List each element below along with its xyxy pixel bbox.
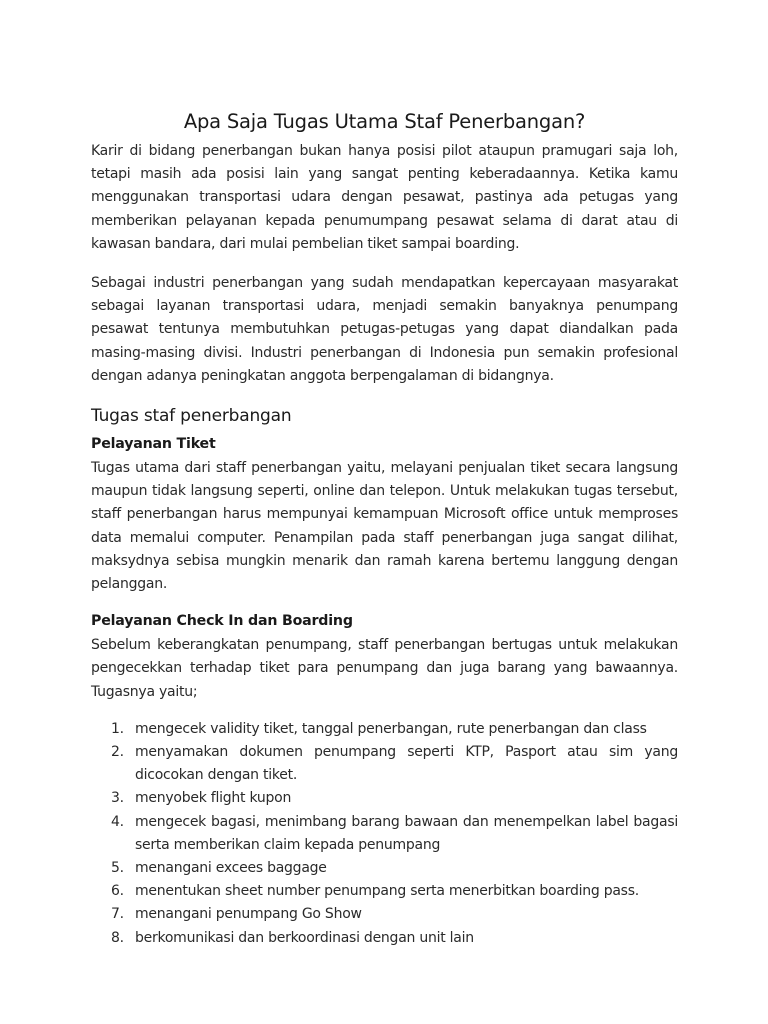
intro-paragraph-2: Sebagai industri penerbangan yang sudah mendapatkan kepercayaan masyarakat sebagai layanan transportasi udara, menjadi semakin banyaknya penumpang pesawat tentunya membutuhkan petugas-petugas yang dapat diandalkan pada masing-masing divisi. Industri penerbangan di Indonesia pun semakin profesional dengan adanya peningkatan anggota berpengalaman di bidangnya. (91, 275, 678, 384)
list-number: 1. (111, 720, 124, 737)
list-item (91, 811, 678, 857)
list-text: menangani excees baggage (135, 860, 327, 877)
check-in-paragraph: Sebelum keberangkatan penumpang, staff penerbangan bertugas untuk melakukan pengecekkan terhadap tiket para penumpang dan juga barang yang bawaannya. Tugasnya yaitu; (91, 637, 678, 700)
list-item (91, 927, 678, 950)
tasks-list (91, 718, 678, 950)
list-text: mengecek bagasi, menimbang barang bawaan dan menempelkan label bagasi serta memberikan claim kepada penumpang (135, 813, 678, 853)
subheading-pelayanan-tiket: Pelayanan Tiket (91, 436, 216, 453)
list-number: 5. (111, 860, 124, 877)
list-item (91, 880, 678, 903)
list-text: mengecek validity tiket, tanggal penerbangan, rute penerbangan dan class (135, 720, 647, 737)
subheading-check-in-boarding: Pelayanan Check In dan Boarding (91, 613, 353, 630)
list-number: 6. (111, 883, 124, 900)
list-text: menangani penumpang Go Show (135, 906, 362, 923)
list-number: 2. (111, 744, 124, 761)
list-text: berkomunikasi dan berkoordinasi dengan unit lain (135, 929, 474, 946)
section-heading: Tugas staf penerbangan (91, 406, 292, 427)
list-number: 8. (111, 929, 124, 946)
list-item (91, 787, 678, 810)
list-item (91, 903, 678, 926)
list-item (91, 741, 678, 787)
list-item (91, 718, 678, 741)
list-text: menentukan sheet number penumpang serta menerbitkan boarding pass. (135, 883, 639, 900)
intro-paragraph-1: Karir di bidang penerbangan bukan hanya posisi pilot ataupun pramugari saja loh, tetapi masih ada posisi lain yang sangat penting keberadaannya. Ketika kamu menggunakan transportasi udara dengan pesawat, pastinya ada petugas yang memberikan pelayanan kepada penumumpang pesawat selama di darat atau di kawasan bandara, dari mulai pembelian tiket sampai boarding. (91, 143, 678, 252)
page-title: Apa Saja Tugas Utama Staf Penerbangan? (183, 110, 586, 133)
list-number: 4. (111, 813, 124, 830)
list-text: menyamakan dokumen penumpang seperti KTP, Pasport atau sim yang dicocokan dengan tiket. (135, 744, 678, 784)
list-text: menyobek flight kupon (135, 790, 292, 807)
list-number: 7. (111, 906, 124, 923)
article-body (91, 108, 678, 950)
list-item (91, 857, 678, 880)
list-number: 3. (111, 790, 124, 807)
pelayanan-tiket-paragraph: Tugas utama dari staff penerbangan yaitu, melayani penjualan tiket secara langsung maupun tidak langsung seperti, online dan telepon. Untuk melakukan tugas tersebut, staff penerbangan harus mempunyai kemampuan Microsoft office untuk memproses data memalui computer. Penampilan pada staff penerbangan juga sangat dilihat, maksydnya sebisa mungkin menarik dan ramah karena bertemu langgung dengan pelanggan. (91, 460, 678, 593)
